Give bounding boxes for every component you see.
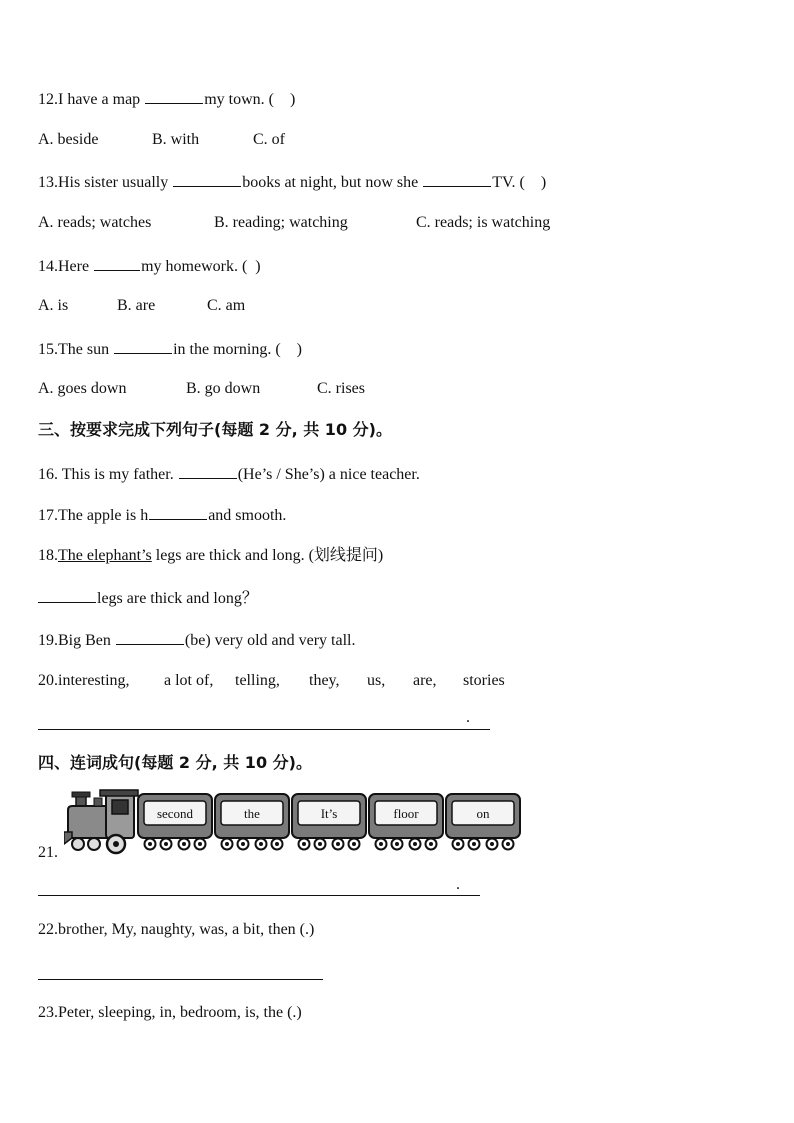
- options-14: [38, 296, 245, 316]
- train-car-word: on: [476, 806, 490, 821]
- option-b[interactable]: B. go down: [186, 380, 261, 397]
- question-15: 15.The sun in the morning. ( ): [38, 338, 302, 360]
- word: interesting,: [58, 672, 130, 689]
- question-21-number: 21.: [38, 844, 58, 861]
- answer-line[interactable]: [38, 979, 323, 980]
- answer-blank[interactable]: [423, 171, 491, 187]
- question-19: 19.Big Ben (be) very old and very tall.: [38, 629, 356, 651]
- question-14: 14.Here my homework. ( ): [38, 255, 261, 277]
- word: telling,: [235, 672, 280, 689]
- answer-blank[interactable]: [94, 255, 140, 271]
- period-mark: .: [466, 709, 470, 726]
- answer-blank[interactable]: [114, 338, 172, 354]
- options-13: [38, 213, 550, 233]
- option-a[interactable]: A. goes down: [38, 380, 127, 397]
- option-c[interactable]: C. am: [207, 297, 246, 314]
- question-23: 23.Peter, sleeping, in, bedroom, is, the (.): [38, 1004, 302, 1021]
- train-car: [215, 794, 289, 850]
- word: us,: [367, 672, 386, 689]
- answer-line[interactable]: [38, 729, 490, 730]
- train-car-word: second: [156, 806, 194, 821]
- answer-blank[interactable]: [179, 463, 237, 479]
- question-18: 18.The elephant’s legs are thick and long. (划线提问): [38, 547, 384, 564]
- option-b[interactable]: B. are: [117, 297, 156, 314]
- train-picture: [64, 786, 524, 856]
- locomotive-icon: [64, 790, 138, 853]
- word: are,: [413, 672, 437, 689]
- word: a lot of,: [164, 672, 214, 689]
- option-c[interactable]: C. rises: [317, 380, 365, 397]
- answer-blank[interactable]: [38, 587, 96, 603]
- train-car: [138, 794, 212, 850]
- option-b[interactable]: B. reading; watching: [214, 214, 348, 231]
- train-car: [446, 794, 520, 850]
- section-heading-4: 四、连词成句(每题 2 分, 共 10 分)。: [38, 753, 312, 772]
- question-20: 20.interesting, a lot of, telling, they, us, are, stories: [38, 672, 505, 689]
- option-a[interactable]: A. beside: [38, 131, 99, 148]
- train-car: [292, 794, 366, 850]
- option-a[interactable]: A. reads; watches: [38, 214, 152, 231]
- answer-blank[interactable]: [145, 88, 203, 104]
- word: they,: [309, 672, 340, 689]
- train-car: [369, 794, 443, 850]
- question-12: 12.I have a map my town. ( ): [38, 88, 295, 110]
- question-13: 13.His sister usually books at night, but now she TV. ( ): [38, 171, 546, 193]
- answer-line[interactable]: [38, 895, 480, 896]
- word: stories: [463, 672, 505, 689]
- underlined-phrase: The elephant’s: [58, 547, 152, 564]
- option-a[interactable]: A. is: [38, 297, 69, 314]
- period-mark: .: [456, 876, 460, 893]
- question-22: 22.brother, My, naughty, was, a bit, then (.): [38, 921, 315, 938]
- answer-blank[interactable]: [149, 504, 207, 520]
- section-heading-3: 三、按要求完成下列句子(每题 2 分, 共 10 分)。: [38, 420, 392, 439]
- question-16: 16. This is my father. (He’s / She’s) a nice teacher.: [38, 463, 420, 485]
- train-car-word: floor: [393, 806, 419, 821]
- train-car-word: It’s: [320, 806, 338, 821]
- train-car-word: the: [244, 806, 260, 821]
- option-c[interactable]: C. of: [253, 131, 285, 148]
- options-15: [38, 379, 365, 399]
- answer-blank[interactable]: [173, 171, 241, 187]
- option-b[interactable]: B. with: [152, 131, 200, 148]
- options-12: [38, 130, 285, 150]
- answer-blank[interactable]: [116, 629, 184, 645]
- option-c[interactable]: C. reads; is watching: [416, 214, 551, 231]
- question-17: 17.The apple is h and smooth.: [38, 504, 286, 526]
- question-18-answer: legs are thick and long？: [38, 587, 258, 609]
